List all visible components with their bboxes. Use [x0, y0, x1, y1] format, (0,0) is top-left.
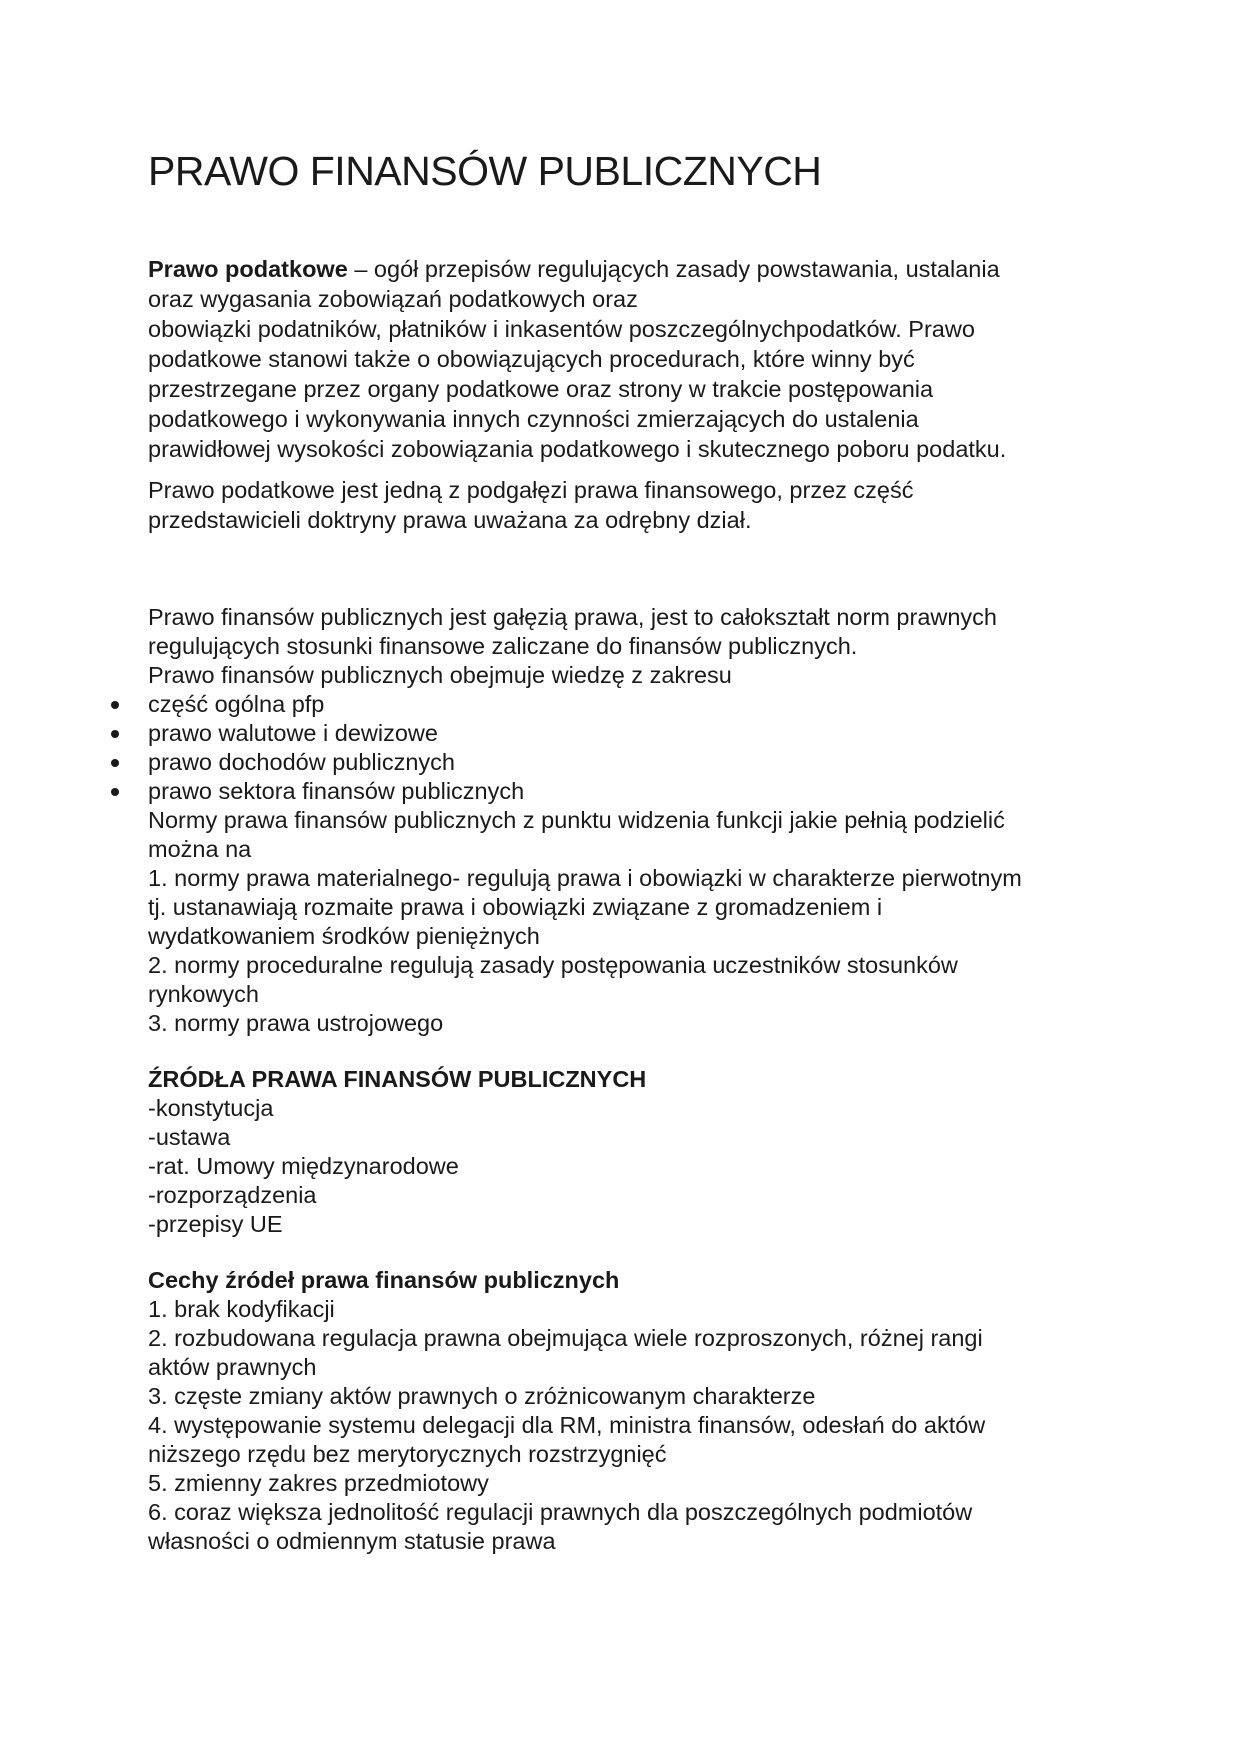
- features-heading: Cechy źródeł prawa finansów publicznych: [148, 1267, 620, 1293]
- intro-paragraph: [148, 254, 1108, 464]
- bullet-item: [148, 690, 1108, 719]
- source-item: -rozporządzenia: [148, 1182, 317, 1208]
- bullet-icon: [111, 788, 119, 796]
- paragraph-line: przedstawicieli doktryny prawa uważana za odrębny dział.: [148, 507, 752, 533]
- bullet-text: prawo walutowe i dewizowe: [148, 720, 438, 746]
- document-title: PRAWO FINANSÓW PUBLICZNYCH: [148, 148, 822, 194]
- intro-line-1: [148, 254, 1108, 284]
- bullet-icon: [111, 730, 119, 738]
- source-item: -przepisy UE: [148, 1211, 283, 1237]
- norms-line: tj. ustanawiają rozmaite prawa i obowiązki związane z gromadzeniem i: [148, 894, 883, 920]
- features-section: [148, 1266, 1108, 1556]
- feature-line: niższego rzędu bez merytorycznych rozstrzygnięć: [148, 1441, 667, 1467]
- source-item: -konstytucja: [148, 1095, 274, 1121]
- feature-line: 6. coraz większa jednolitość regulacji prawnych dla poszczególnych podmiotów: [148, 1499, 973, 1525]
- intro-line-1-text: – ogół przepisów regulujących zasady powstawania, ustalania: [347, 256, 1000, 282]
- definition-line: Prawo finansów publicznych obejmuje wiedzę z zakresu: [148, 662, 732, 688]
- intro-line: przestrzegane przez organy podatkowe oraz strony w trakcie postępowania: [148, 376, 934, 402]
- second-paragraph: [148, 475, 1108, 535]
- definition-line: Prawo finansów publicznych jest gałęzią prawa, jest to całokształt norm prawnych: [148, 604, 998, 630]
- intro-line: oraz wygasania zobowiązań podatkowych oraz: [148, 286, 638, 312]
- feature-line: aktów prawnych: [148, 1354, 317, 1380]
- feature-line: własności o odmiennym statusie prawa: [148, 1528, 556, 1554]
- norms-line: Normy prawa finansów publicznych z punktu widzenia funkcji jakie pełnią podzielić: [148, 807, 1005, 833]
- intro-line: podatkowe stanowi także o obowiązujących procedurach, które winny być: [148, 346, 915, 372]
- norms-line: 2. normy proceduralne regulują zasady postępowania uczestników stosunków: [148, 952, 958, 978]
- intro-term: Prawo podatkowe: [148, 256, 348, 282]
- bullet-item: [148, 719, 1108, 748]
- bullet-text: prawo dochodów publicznych: [148, 749, 455, 775]
- source-item: -rat. Umowy międzynarodowe: [148, 1153, 459, 1179]
- bullet-item: [148, 777, 1108, 806]
- feature-line: 1. brak kodyfikacji: [148, 1296, 335, 1322]
- norms-line: 3. normy prawa ustrojowego: [148, 1010, 444, 1036]
- bullet-item: [148, 748, 1108, 777]
- feature-line: 4. występowanie systemu delegacji dla RM, ministra finansów, odesłań do aktów: [148, 1412, 986, 1438]
- norms-line: wydatkowaniem środków pieniężnych: [148, 923, 540, 949]
- sources-section: [148, 1065, 1108, 1239]
- bullet-icon: [111, 701, 119, 709]
- bullet-icon: [111, 759, 119, 767]
- intro-line: prawidłowej wysokości zobowiązania podatkowego i skutecznego poboru podatku.: [148, 436, 1007, 462]
- bullet-text: część ogólna pfp: [148, 691, 325, 717]
- norms-line: rynkowych: [148, 981, 260, 1007]
- source-item: -ustawa: [148, 1124, 231, 1150]
- pfp-section: [148, 603, 1108, 1038]
- paragraph-line: Prawo podatkowe jest jedną z podgałęzi prawa finansowego, przez część: [148, 477, 914, 503]
- definition-line: regulujących stosunki finansowe zaliczane do finansów publicznych.: [148, 633, 858, 659]
- feature-line: 5. zmienny zakres przedmiotowy: [148, 1470, 489, 1496]
- feature-line: 2. rozbudowana regulacja prawna obejmująca wiele rozproszonych, różnej rangi: [148, 1325, 983, 1351]
- intro-line: obowiązki podatników, płatników i inkasentów poszczególnychpodatków. Prawo: [148, 316, 975, 342]
- norms-line: można na: [148, 836, 252, 862]
- norms-line: 1. normy prawa materialnego- regulują prawa i obowiązki w charakterze pierwotnym: [148, 865, 1022, 891]
- bullet-text: prawo sektora finansów publicznych: [148, 778, 525, 804]
- sources-heading: ŹRÓDŁA PRAWA FINANSÓW PUBLICZNYCH: [148, 1066, 647, 1092]
- feature-line: 3. częste zmiany aktów prawnych o zróżnicowanym charakterze: [148, 1383, 816, 1409]
- intro-line: podatkowego i wykonywania innych czynności zmierzających do ustalenia: [148, 406, 919, 432]
